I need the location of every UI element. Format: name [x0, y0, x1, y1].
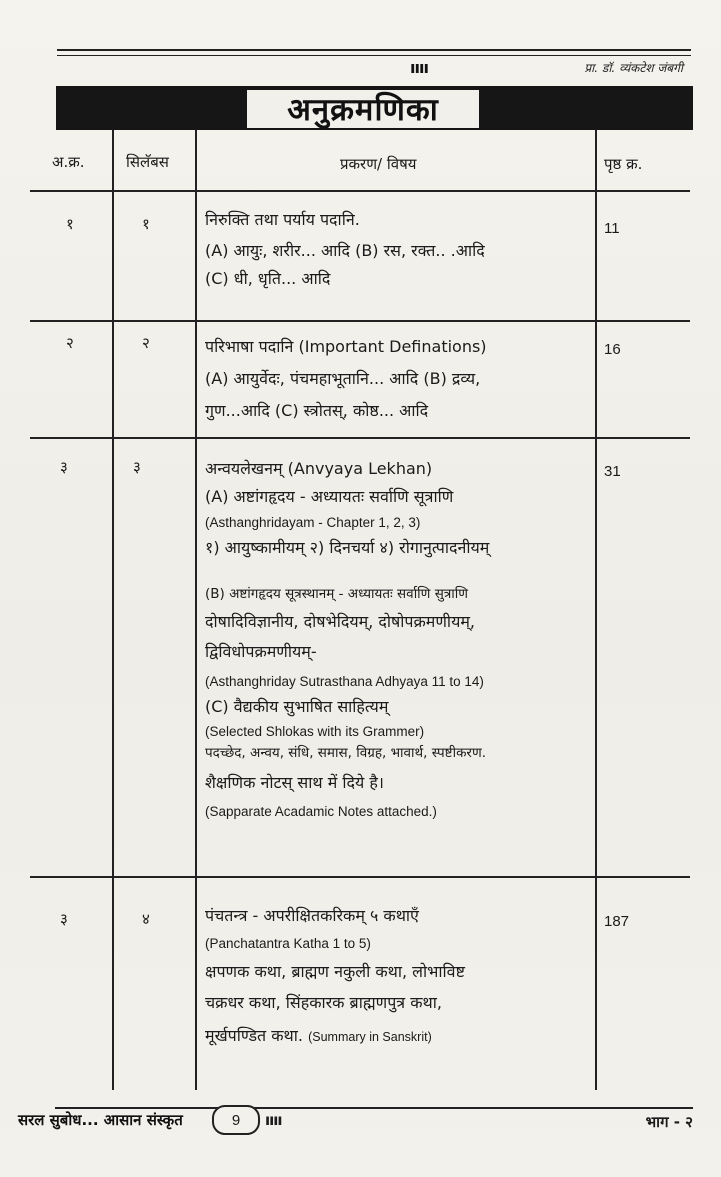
row-border-3 — [30, 876, 690, 878]
book-part: भाग - २ — [645, 1113, 693, 1131]
row-syllabus: ४ — [142, 910, 150, 928]
topic-line: (A) अष्टांगहृदय - अध्यायतः सर्वाणि सूत्राणि — [205, 487, 454, 506]
topic-line: (Sapparate Acadamic Notes attached.) — [205, 804, 437, 819]
topic-line: (Asthanghriday Sutrasthana Adhyaya 11 to 14) — [205, 674, 484, 689]
topic-line: (C) वैद्यकीय सुभाषित साहित्यम् — [205, 697, 389, 716]
topic-line: (Asthanghridayam - Chapter 1, 2, 3) — [205, 515, 421, 530]
column-divider-1 — [112, 130, 114, 1090]
row-topic — [205, 212, 595, 299]
header-decoration: ıııı — [410, 58, 428, 77]
row-serial: ३ — [60, 910, 68, 928]
topic-line: (B) अष्टांगहृदय सूत्रस्थानम् - अध्यायतः सर्वाणि सुत्राणि — [205, 586, 469, 602]
row-border-2 — [30, 437, 690, 439]
header-rule-thin — [57, 55, 691, 56]
topic-line: द्विविधोपक्रमणीयम्- — [205, 642, 317, 661]
topic-line: (Panchatantra Katha 1 to 5) — [205, 936, 371, 951]
topic-text: मूर्खपण्डित कथा. — [205, 1026, 303, 1045]
row-page-number: 16 — [604, 341, 621, 358]
book-title: सरल सुबोध... आसान संस्कृत — [18, 1111, 183, 1129]
topic-line-final — [205, 1028, 595, 1058]
header-row-border — [30, 190, 690, 192]
row-topic — [205, 339, 595, 433]
column-header-serial: अ.क्र. — [52, 153, 85, 171]
topic-line: (A) आयुः, शरीर... आदि (B) रस, रक्त.. .आदि — [205, 241, 485, 260]
row-serial: २ — [66, 334, 74, 352]
topic-line: अन्वयलेखनम् (Anvyaya Lekhan) — [205, 459, 433, 478]
row-topic — [205, 461, 595, 831]
column-header-page: पृष्ठ क्र. — [604, 155, 643, 173]
row-topic — [205, 908, 595, 1058]
row-page-number: 187 — [604, 913, 630, 930]
topic-line: शैक्षणिक नोटस् साथ में दिये है। — [205, 773, 384, 792]
page-number-badge: 9 — [212, 1105, 260, 1135]
topic-line: (C) धी, धृति... आदि — [205, 269, 331, 288]
column-header-syllabus: सिलॅबस — [126, 153, 169, 171]
topic-note: (Summary in Sanskrit) — [308, 1030, 432, 1044]
topic-line: (A) आयुर्वेदः, पंचमहाभूतानि... आदि (B) द्रव्य, — [205, 369, 481, 388]
row-serial: ३ — [60, 458, 68, 476]
topic-line: परिभाषा पदानि (Important Definations) — [205, 337, 487, 356]
row-serial: १ — [66, 215, 74, 233]
row-syllabus: ३ — [133, 458, 141, 476]
column-divider-3 — [595, 130, 597, 1090]
page-title: अनुक्रमणिका — [243, 90, 483, 128]
author-name: प्रा. डॉ. व्यंकटेश जंबगी — [584, 61, 683, 75]
column-header-topic: प्रकरण/ विषय — [340, 155, 417, 173]
row-syllabus: १ — [142, 215, 150, 233]
topic-line: दोषादिविज्ञानीय, दोषभेदियम्, दोषोपक्रमणीयम्, — [205, 612, 476, 631]
topic-line: पंचतन्त्र - अपरीक्षितकरिकम् ५ कथाएँ — [205, 906, 419, 925]
topic-line: निरुक्ति तथा पर्याय पदानि. — [205, 210, 360, 229]
footer-decoration: ıııı — [265, 1111, 282, 1129]
footer-rule — [55, 1107, 693, 1109]
topic-line: गुण...आदि (C) स्त्रोतस्, कोष्ठ... आदि — [205, 401, 429, 420]
topic-line: (Selected Shlokas with its Grammer) — [205, 724, 425, 739]
topic-line: क्षपणक कथा, ब्राह्मण नकुली कथा, लोभाविष्ट — [205, 962, 465, 981]
topic-line: १) आयुष्कामीयम् २) दिनचर्या ४) रोगानुत्पादनीयम् — [205, 538, 490, 557]
header-rule — [57, 49, 691, 51]
row-border-1 — [30, 320, 690, 322]
topic-line: चक्रधर कथा, सिंहकारक ब्राह्मणपुत्र कथा, — [205, 993, 442, 1012]
row-page-number: 31 — [604, 463, 621, 480]
row-syllabus: २ — [142, 334, 150, 352]
row-page-number: 11 — [604, 220, 620, 237]
topic-line: पदच्छेद, अन्वय, संधि, समास, विग्रह, भावार्थ, स्पष्टीकरण. — [205, 745, 487, 761]
column-divider-2 — [195, 130, 197, 1090]
